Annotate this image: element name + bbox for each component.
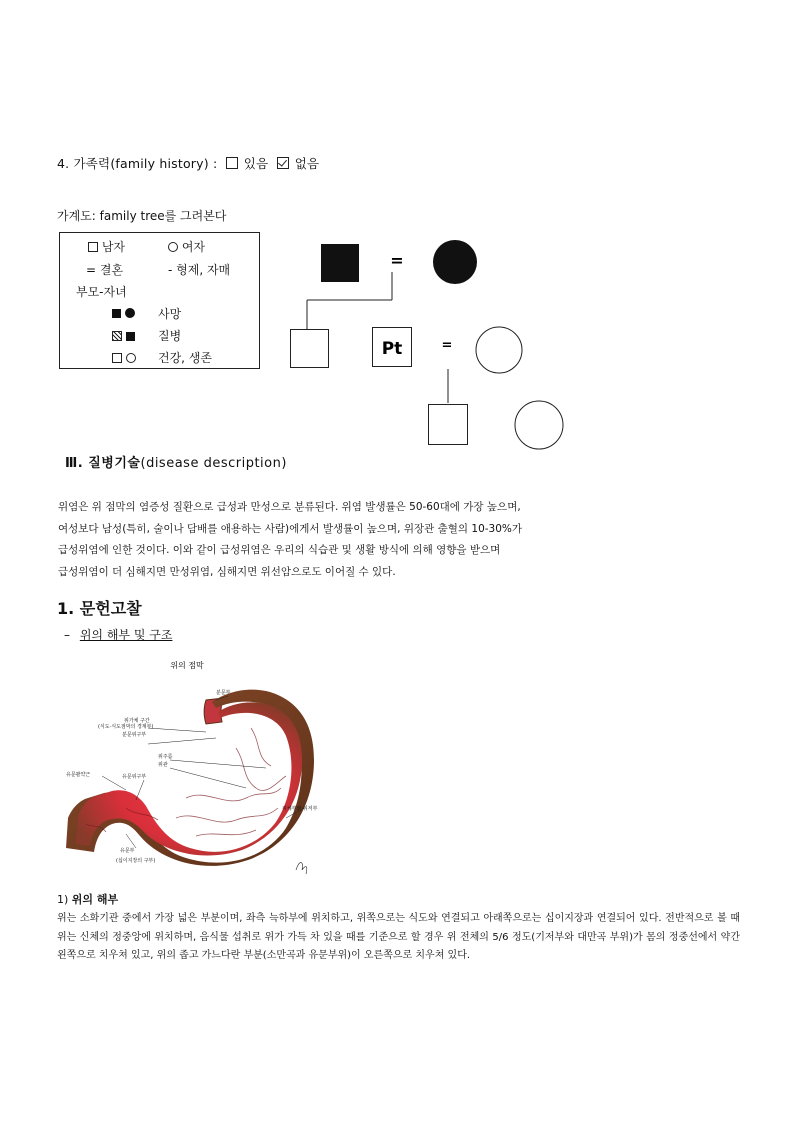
label-gastric-pit: 위관	[158, 762, 168, 768]
intro-line-2: 여성보다 남성(특히, 술이나 담배를 애용하는 사람)에게서 발생률이 높으며, 위장관 출혈의 10-30%가	[58, 522, 523, 535]
legend-male: 남자	[88, 238, 125, 255]
anatomy-heading-num: 1)	[57, 893, 69, 906]
disease-intro-paragraph	[58, 497, 578, 583]
label-cardia: 분문부	[216, 690, 231, 696]
option-no-label: 없음	[294, 156, 320, 171]
family-history-label: 4. 가족력(family history) :	[57, 156, 218, 171]
male-square-icon	[88, 242, 98, 252]
figure-title: 위의 점막	[170, 661, 204, 670]
option-yes-label: 있음	[243, 156, 269, 171]
open-circle-icon	[126, 353, 136, 363]
legend-parent-child: 부모-자녀	[76, 285, 127, 299]
filled-circle-icon	[125, 308, 135, 318]
child-healthy-circle	[515, 401, 563, 449]
anatomy-heading-text: 위의 해부	[71, 893, 119, 906]
pedigree-legend	[59, 232, 260, 369]
legend-healthy-symbols	[112, 351, 136, 365]
marriage-sign-1: =	[390, 251, 404, 270]
label-zline-sub: (식도·식도점막의 경계부)	[98, 724, 154, 730]
family-history-line	[57, 154, 319, 172]
patient-label: Pt	[381, 339, 403, 359]
anatomy-text: 위는 소화기관 중에서 가장 넓은 부분이며, 좌측 늑하부에 위치하고, 위쪽으로는 식도와 연결되고 아래쪽으로는 십이지장과 연결되어 있다. 전반적으로 볼 때 위는 신체의 정중앙에 위치하며, 음식물 섭취로 위가 가득 차 있을 때를 기준으로 할 경우 위 전체의 5/6 정도(기저부와 대만곡 부위)가 몸의 정중선에서 약간 왼쪽으로 치우쳐 있고, 위의 좁고 가느다란 부분(소만곡과 유문부위)이 오른쪽으로 치우쳐 있다.	[57, 913, 740, 961]
literature-subheading	[64, 626, 172, 643]
checkbox-no-checked[interactable]	[277, 157, 289, 169]
label-zline: 위가체 구간	[124, 718, 150, 724]
filled-square-icon	[112, 309, 121, 318]
intro-line-4: 급성위염이 더 심해지면 만성위염, 심해지면 위선암으로도 이어질 수 있다.	[58, 565, 396, 578]
section-3-title-strong: Ⅲ. 질병기술	[65, 456, 141, 471]
artist-signature	[296, 862, 307, 874]
subheading-text: 위의 해부 및 구조	[79, 628, 173, 642]
label-rugae: 위주름	[158, 754, 173, 760]
female-circle-icon	[168, 242, 178, 252]
legend-healthy: 건강, 생존	[158, 351, 212, 365]
family-tree-title: 가계도: family tree를 그려본다	[57, 209, 227, 223]
legend-disease: 질병	[158, 329, 182, 343]
hatched-square-icon	[112, 331, 122, 341]
anatomy-paragraph	[57, 910, 740, 966]
label-pyloric-fold: 유문위구부	[122, 774, 147, 780]
legend-female: 여자	[168, 238, 205, 255]
legend-disease-symbols	[112, 329, 135, 343]
label-pyloric-sphincter: 유문괄약근	[66, 772, 91, 778]
intro-line-3: 급성위염에 인한 것이다. 이와 같이 급성위염은 우리의 식습관 및 생활 방식에 의해 영향을 받으며	[58, 544, 501, 556]
spouse-healthy-circle	[476, 327, 522, 373]
legend-deceased: 사망	[158, 307, 182, 321]
legend-deceased-symbols	[112, 306, 135, 320]
label-duodenal-bulb: (십이지장의 구부)	[116, 858, 156, 864]
subheading-dash: –	[64, 628, 70, 642]
legend-siblings: - 형제, 자매	[168, 263, 231, 277]
open-square-icon	[112, 353, 122, 363]
intro-line-1: 위염은 위 점막의 염증성 질환으로 급성과 만성으로 분류된다. 위염 발생률은 50-60대에 가장 높으며,	[58, 501, 521, 513]
literature-heading: 1. 문헌고찰	[57, 599, 142, 618]
pedigree-diagram	[280, 232, 580, 454]
label-cardia-fold: 분문위구부	[122, 732, 147, 738]
filled-square-icon	[126, 332, 135, 341]
section-3-title-rest: (disease description)	[140, 456, 287, 471]
marriage-sign-2: =	[441, 338, 453, 353]
section-3-title	[65, 452, 287, 471]
legend-marriage: = 결혼	[86, 263, 124, 277]
child-healthy-square	[429, 405, 468, 445]
anatomy-heading	[57, 891, 118, 907]
label-body-fundus: 위체부와 위저부	[282, 806, 318, 812]
mother-deceased-circle	[433, 240, 477, 284]
father-deceased-square	[321, 244, 359, 282]
stomach-mucosa-illustration	[66, 648, 324, 886]
label-pylorus: 유문부	[120, 848, 135, 854]
sibling-healthy-square	[291, 330, 329, 368]
checkbox-yes[interactable]	[226, 157, 238, 169]
